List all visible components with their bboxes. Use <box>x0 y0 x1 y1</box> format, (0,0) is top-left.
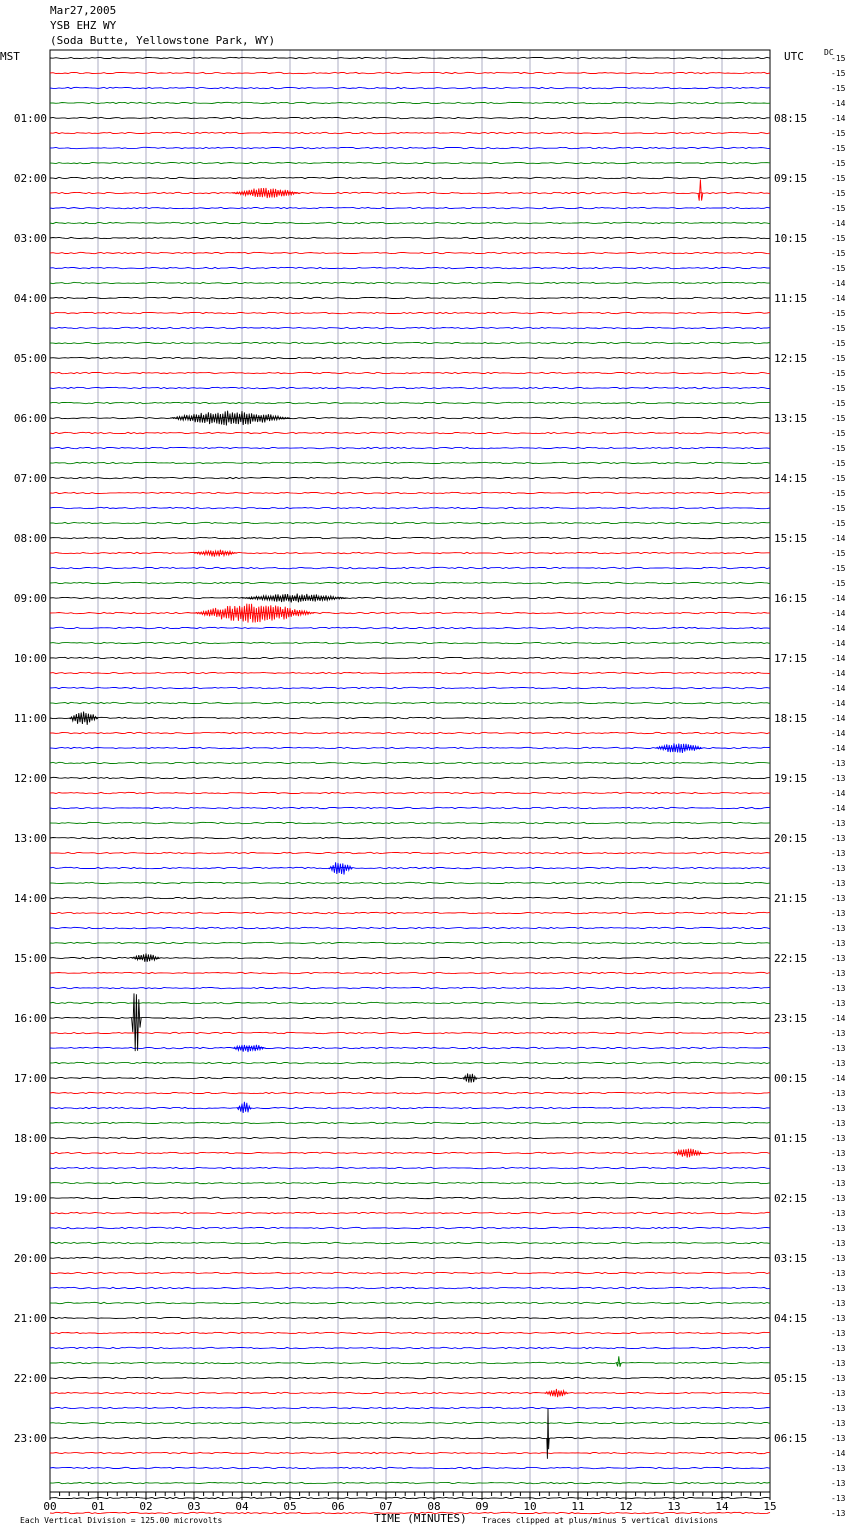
dc-offset-label: -13 <box>831 999 846 1008</box>
dc-offset-label: -13 <box>831 1269 846 1278</box>
trace-line <box>50 1002 770 1003</box>
trace-line <box>50 672 770 673</box>
trace-line <box>50 1257 770 1258</box>
dc-offset-label: -15 <box>831 189 846 198</box>
x-tick-label: 13 <box>667 1500 681 1513</box>
trace-line <box>50 1107 770 1108</box>
dc-offset-label: -15 <box>831 384 846 393</box>
station-label: YSB EHZ WY <box>50 19 117 32</box>
dc-offset-label: -14 <box>831 99 846 108</box>
trace-line <box>50 1167 770 1168</box>
dc-offset-label: -14 <box>831 789 846 798</box>
trace-line <box>50 192 770 193</box>
trace-line <box>50 237 770 238</box>
dc-offset-label: -15 <box>831 429 846 438</box>
dc-offset-label: -13 <box>831 1389 846 1398</box>
x-tick-label: 14 <box>715 1500 729 1513</box>
trace-line <box>50 387 770 388</box>
dc-offset-label: -14 <box>831 624 846 633</box>
dc-offset-label: -15 <box>831 369 846 378</box>
dc-offset-label: -15 <box>831 519 846 528</box>
utc-hour-label: 20:15 <box>774 832 808 845</box>
event-burst <box>194 550 237 557</box>
dc-label: DC <box>824 48 834 57</box>
trace-line <box>50 342 770 343</box>
trace-line <box>50 102 770 103</box>
dc-offset-label: -15 <box>831 174 846 183</box>
x-tick-label: 02 <box>139 1500 153 1513</box>
trace-line <box>50 1452 770 1453</box>
mst-hour-label: 09:00 <box>13 592 47 605</box>
event-burst <box>132 993 142 1051</box>
utc-hour-label: 16:15 <box>774 592 808 605</box>
dc-offset-label: -13 <box>831 1284 846 1293</box>
x-tick-label: 12 <box>619 1500 633 1513</box>
dc-offset-label: -15 <box>831 459 846 468</box>
utc-hour-label: 15:15 <box>774 532 808 545</box>
trace-line <box>50 57 770 58</box>
dc-offset-label: -15 <box>831 204 846 213</box>
dc-offset-label: -14 <box>831 1074 846 1083</box>
trace-line <box>50 717 770 718</box>
dc-offset-label: -13 <box>831 1209 846 1218</box>
dc-offset-label: -13 <box>831 1434 846 1443</box>
trace-line <box>50 732 770 733</box>
dc-offset-label: -13 <box>831 1329 846 1338</box>
x-tick-label: 06 <box>331 1500 345 1513</box>
x-tick-label: 11 <box>571 1500 585 1513</box>
dc-offset-label: -15 <box>831 324 846 333</box>
utc-hour-label: 13:15 <box>774 412 808 425</box>
utc-hour-label: 23:15 <box>774 1012 808 1025</box>
event-burst <box>232 1045 266 1052</box>
utc-hour-label: 17:15 <box>774 652 808 665</box>
x-tick-label: 04 <box>235 1500 249 1513</box>
dc-offset-label: -15 <box>831 129 846 138</box>
trace-line <box>50 1437 770 1438</box>
event-burst <box>616 1356 621 1367</box>
utc-hour-label: 11:15 <box>774 292 808 305</box>
trace-line <box>50 1422 770 1423</box>
mst-hour-label: 03:00 <box>13 232 47 245</box>
trace-line <box>50 447 770 448</box>
dc-offset-label: -15 <box>831 399 846 408</box>
dc-offset-label: -14 <box>831 714 846 723</box>
x-tick-label: 05 <box>283 1500 297 1513</box>
trace-line <box>50 297 770 298</box>
trace-line <box>50 372 770 373</box>
dc-offset-label: -15 <box>831 354 846 363</box>
dc-offset-label: -15 <box>831 339 846 348</box>
trace-line <box>50 882 770 883</box>
trace-line <box>50 1182 770 1183</box>
mst-hour-label: 15:00 <box>13 952 47 965</box>
dc-offset-label: -13 <box>831 1104 846 1113</box>
mst-hour-label: 23:00 <box>13 1432 47 1445</box>
dc-offset-label: -13 <box>831 1299 846 1308</box>
x-tick-label: 10 <box>523 1500 537 1513</box>
trace-line <box>50 327 770 328</box>
event-burst <box>698 180 703 201</box>
dc-offset-label: -15 <box>831 249 846 258</box>
dc-offset-label: -13 <box>831 1509 846 1518</box>
mst-hour-label: 01:00 <box>13 112 47 125</box>
mst-hour-label: 16:00 <box>13 1012 47 1025</box>
dc-offset-label: -14 <box>831 279 846 288</box>
trace-line <box>50 942 770 943</box>
mst-hour-label: 11:00 <box>13 712 47 725</box>
dc-offset-label: -15 <box>831 309 846 318</box>
utc-hour-label: 06:15 <box>774 1432 808 1445</box>
mst-hour-label: 07:00 <box>13 472 47 485</box>
utc-hour-label: 02:15 <box>774 1192 808 1205</box>
trace-line <box>50 282 770 283</box>
dc-offset-label: -13 <box>831 864 846 873</box>
trace-line <box>50 1362 770 1363</box>
mst-hour-label: 17:00 <box>13 1072 47 1085</box>
trace-line <box>50 987 770 988</box>
trace-line <box>50 762 770 763</box>
mst-hour-label: 05:00 <box>13 352 47 365</box>
dc-offset-label: -15 <box>831 144 846 153</box>
dc-offset-label: -15 <box>831 264 846 273</box>
utc-hour-label: 22:15 <box>774 952 808 965</box>
trace-line <box>50 117 770 118</box>
trace-line <box>50 1482 770 1483</box>
event-burst <box>237 1102 251 1113</box>
dc-offset-label: -14 <box>831 114 846 123</box>
x-tick-label: 07 <box>379 1500 393 1513</box>
dc-offset-label: -13 <box>831 1314 846 1323</box>
dc-offset-label: -13 <box>831 1029 846 1038</box>
dc-offset-label: -15 <box>831 564 846 573</box>
trace-line <box>50 1332 770 1333</box>
x-tick-label: 15 <box>763 1500 777 1513</box>
utc-hour-label: 12:15 <box>774 352 808 365</box>
dc-offset-label: -13 <box>831 1374 846 1383</box>
trace-line <box>50 897 770 898</box>
trace-line <box>50 972 770 973</box>
trace-line <box>50 1137 770 1138</box>
trace-line <box>50 1212 770 1213</box>
dc-offset-label: -14 <box>831 1014 846 1023</box>
mst-hour-label: 22:00 <box>13 1372 47 1385</box>
trace-line <box>50 1152 770 1153</box>
dc-offset-label: -13 <box>831 1479 846 1488</box>
trace-line <box>50 477 770 478</box>
grid-lines <box>50 50 770 1492</box>
dc-offset-label: -13 <box>831 1044 846 1053</box>
dc-offset-label: -14 <box>831 639 846 648</box>
trace-line <box>50 792 770 793</box>
trace-line <box>50 207 770 208</box>
trace-line <box>50 1377 770 1378</box>
dc-offset-label: -15 <box>831 489 846 498</box>
dc-offset-label: -13 <box>831 774 846 783</box>
trace-line <box>50 852 770 853</box>
trace-line <box>50 1497 770 1498</box>
trace-line <box>50 222 770 223</box>
mst-hour-label: 12:00 <box>13 772 47 785</box>
trace-line <box>50 402 770 403</box>
trace-line <box>50 417 770 418</box>
utc-label: UTC <box>784 50 804 63</box>
dc-offset-label: -14 <box>831 1449 846 1458</box>
mst-hour-label: 04:00 <box>13 292 47 305</box>
mst-hour-label: 20:00 <box>13 1252 47 1265</box>
dc-offset-label: -13 <box>831 834 846 843</box>
dc-offset-label: -14 <box>831 699 846 708</box>
trace-line <box>50 552 770 553</box>
dc-offset-label: -13 <box>831 879 846 888</box>
dc-offset-label: -13 <box>831 1254 846 1263</box>
trace-line <box>50 1017 770 1018</box>
trace-line <box>50 627 770 628</box>
dc-offset-label: -13 <box>831 1224 846 1233</box>
trace-line <box>50 1197 770 1198</box>
dc-offset-label: -14 <box>831 684 846 693</box>
dc-offset-label: -13 <box>831 1404 846 1413</box>
utc-hour-label: 19:15 <box>774 772 808 785</box>
utc-hour-label: 00:15 <box>774 1072 808 1085</box>
dc-offset-labels <box>831 54 846 1518</box>
dc-offset-label: -13 <box>831 1119 846 1128</box>
dc-offset-label: -14 <box>831 654 846 663</box>
trace-line <box>50 1302 770 1303</box>
mst-hour-label: 13:00 <box>13 832 47 845</box>
dc-offset-label: -14 <box>831 744 846 753</box>
mst-hour-label: 19:00 <box>13 1192 47 1205</box>
vertical-division-note: Each Vertical Division = 125.00 microvolts <box>20 1516 223 1525</box>
date-label: Mar27,2005 <box>50 4 117 17</box>
mst-hour-label: 21:00 <box>13 1312 47 1325</box>
dc-offset-label: -14 <box>831 669 846 678</box>
x-axis <box>43 1492 776 1513</box>
trace-line <box>50 582 770 583</box>
dc-offset-label: -13 <box>831 1059 846 1068</box>
dc-offset-label: -13 <box>831 954 846 963</box>
trace-line <box>50 927 770 928</box>
trace-line <box>50 1347 770 1348</box>
trace-line <box>50 1062 770 1063</box>
dc-offset-label: -15 <box>831 69 846 78</box>
trace-line <box>50 777 770 778</box>
trace-line <box>50 1407 770 1408</box>
dc-offset-label: -13 <box>831 819 846 828</box>
trace-line <box>50 612 770 613</box>
dc-offset-label: -14 <box>831 804 846 813</box>
dc-offset-label: -15 <box>831 579 846 588</box>
utc-hour-label: 21:15 <box>774 892 808 905</box>
dc-offset-label: -13 <box>831 894 846 903</box>
x-axis-title: TIME (MINUTES) <box>374 1512 467 1525</box>
dc-offset-label: -13 <box>831 924 846 933</box>
trace-line <box>50 1092 770 1093</box>
dc-offset-label: -13 <box>831 1359 846 1368</box>
trace-line <box>50 657 770 658</box>
x-tick-label: 00 <box>43 1500 57 1513</box>
trace-line <box>50 1392 770 1393</box>
dc-offset-label: -15 <box>831 549 846 558</box>
dc-offset-label: -13 <box>831 939 846 948</box>
x-tick-label: 08 <box>427 1500 441 1513</box>
trace-line <box>50 1242 770 1243</box>
mst-hour-label: 18:00 <box>13 1132 47 1145</box>
trace-line <box>50 267 770 268</box>
dc-offset-label: -13 <box>831 1164 846 1173</box>
dc-offset-label: -15 <box>831 159 846 168</box>
dc-offset-label: -13 <box>831 1239 846 1248</box>
utc-hour-label: 10:15 <box>774 232 808 245</box>
dc-offset-label: -14 <box>831 594 846 603</box>
trace-line <box>50 87 770 88</box>
dc-offset-label: -13 <box>831 1149 846 1158</box>
trace-line <box>50 1122 770 1123</box>
dc-offset-label: -13 <box>831 1494 846 1503</box>
location-label: (Soda Butte, Yellowstone Park, WY) <box>50 34 276 47</box>
utc-hour-label: 03:15 <box>774 1252 808 1265</box>
utc-hour-label: 04:15 <box>774 1312 808 1325</box>
trace-line <box>50 822 770 823</box>
dc-offset-label: -13 <box>831 984 846 993</box>
dc-offset-label: -13 <box>831 1179 846 1188</box>
utc-hour-label: 18:15 <box>774 712 808 725</box>
trace-line <box>50 1077 770 1078</box>
event-burst <box>328 862 352 874</box>
utc-hour-label: 01:15 <box>774 1132 808 1145</box>
trace-line <box>50 72 770 73</box>
dc-offset-label: -15 <box>831 504 846 513</box>
trace-line <box>50 807 770 808</box>
mst-hour-label: 10:00 <box>13 652 47 665</box>
dc-offset-label: -13 <box>831 849 846 858</box>
utc-hour-label: 14:15 <box>774 472 808 485</box>
dc-offset-label: -13 <box>831 1089 846 1098</box>
trace-line <box>50 1287 770 1288</box>
dc-offset-label: -15 <box>831 414 846 423</box>
clip-note: Traces clipped at plus/minus 5 vertical divisions <box>482 1516 719 1525</box>
trace-line <box>50 1272 770 1273</box>
mst-hour-label: 02:00 <box>13 172 47 185</box>
dc-offset-label: -13 <box>831 1344 846 1353</box>
trace-line <box>50 837 770 838</box>
trace-line <box>50 642 770 643</box>
trace-line <box>50 867 770 868</box>
dc-offset-label: -15 <box>831 54 846 63</box>
trace-line <box>50 522 770 523</box>
trace-line <box>50 507 770 508</box>
trace-line <box>50 1317 770 1318</box>
plot-frame <box>50 50 770 1492</box>
trace-line <box>50 492 770 493</box>
utc-hour-label: 09:15 <box>774 172 808 185</box>
trace-line <box>50 252 770 253</box>
trace-line <box>50 147 770 148</box>
trace-line <box>50 177 770 178</box>
dc-offset-label: -14 <box>831 609 846 618</box>
event-burst <box>547 1409 549 1459</box>
mst-label: MST <box>0 50 20 63</box>
dc-offset-label: -14 <box>831 219 846 228</box>
dc-offset-label: -15 <box>831 444 846 453</box>
trace-line <box>50 1032 770 1033</box>
dc-offset-label: -14 <box>831 729 846 738</box>
trace-line <box>50 432 770 433</box>
trace-line <box>50 1227 770 1228</box>
trace-line <box>50 312 770 313</box>
dc-offset-label: -13 <box>831 969 846 978</box>
dc-offset-label: -15 <box>831 474 846 483</box>
mst-hour-label: 08:00 <box>13 532 47 545</box>
trace-line <box>50 357 770 358</box>
dc-offset-label: -15 <box>831 234 846 243</box>
trace-line <box>50 1047 770 1048</box>
dc-offset-label: -13 <box>831 1419 846 1428</box>
x-tick-label: 01 <box>91 1500 105 1513</box>
trace-group <box>50 57 770 1513</box>
mst-hour-label: 14:00 <box>13 892 47 905</box>
dc-offset-label: -14 <box>831 534 846 543</box>
trace-line <box>50 567 770 568</box>
x-tick-label: 09 <box>475 1500 489 1513</box>
dc-offset-label: -13 <box>831 1134 846 1143</box>
dc-offset-label: -15 <box>831 84 846 93</box>
dc-offset-label: -13 <box>831 759 846 768</box>
trace-line <box>50 597 770 598</box>
trace-line <box>50 687 770 688</box>
dc-offset-label: -13 <box>831 1194 846 1203</box>
trace-line <box>50 1467 770 1468</box>
trace-line <box>50 132 770 133</box>
trace-line <box>50 162 770 163</box>
x-tick-label: 03 <box>187 1500 201 1513</box>
dc-offset-label: -14 <box>831 294 846 303</box>
trace-line <box>50 462 770 463</box>
dc-offset-label: -13 <box>831 1464 846 1473</box>
utc-hour-label: 05:15 <box>774 1372 808 1385</box>
mst-hour-label: 06:00 <box>13 412 47 425</box>
trace-line <box>50 537 770 538</box>
trace-line <box>50 912 770 913</box>
utc-hour-label: 08:15 <box>774 112 808 125</box>
dc-offset-label: -13 <box>831 909 846 918</box>
trace-line <box>50 702 770 703</box>
